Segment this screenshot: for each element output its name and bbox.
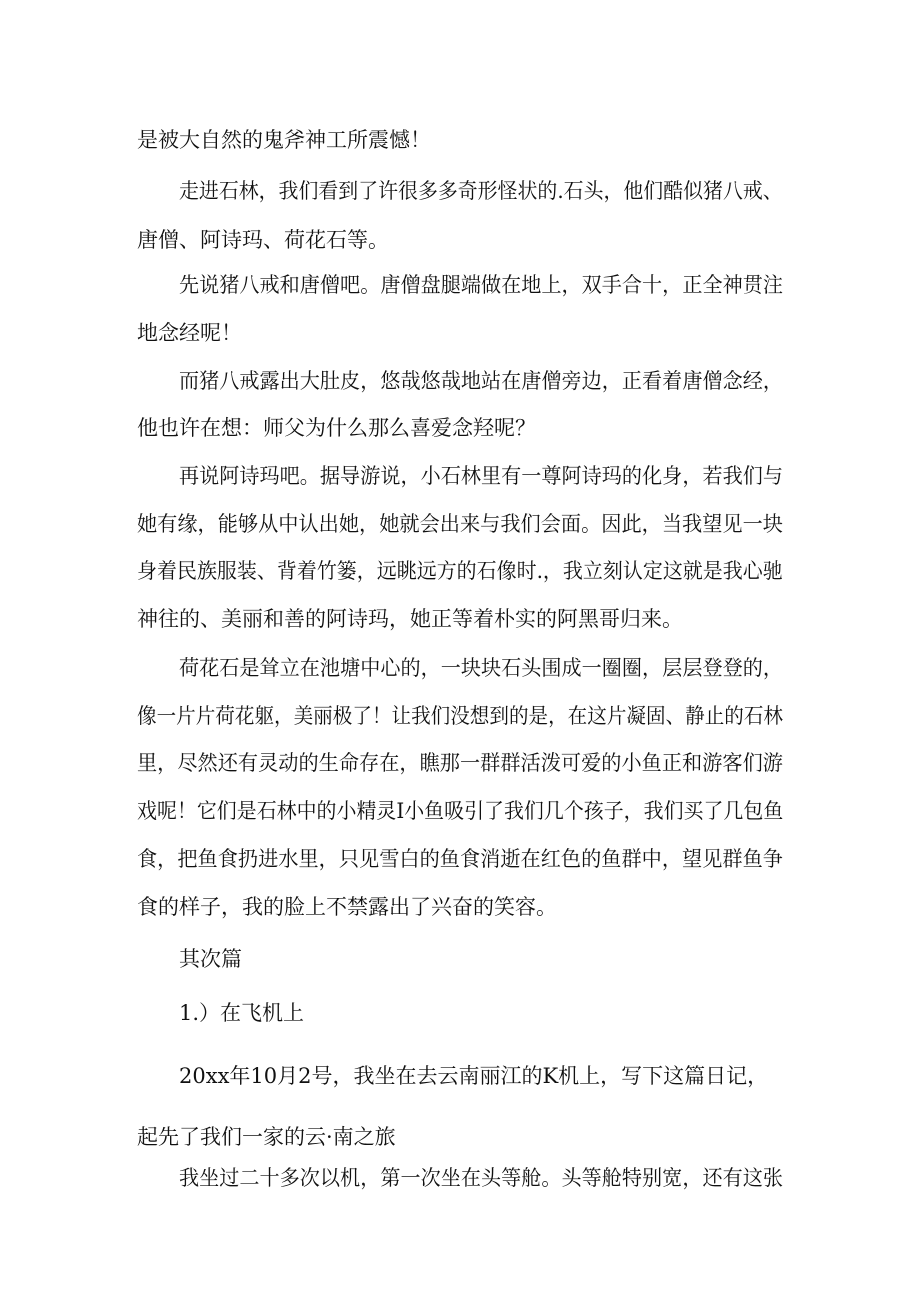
text-line: 身着民族服装、背着竹篓，远眺远方的石像时.，我立刻认定这就是我心驰 [137,559,783,583]
text-line: 再说阿诗玛吧。据导游说，小石林里有一尊阿诗玛的化身，若我们与 [179,464,783,488]
text-line: 起先了我们一家的云·南之旅 [137,1125,396,1149]
text-line: 他也许在想：师父为什么那么喜爱念羟呢？ [137,416,536,440]
text-line: 20xx年10月2号，我坐在去云南丽江的K机上，写下这篇日记， [179,1064,769,1088]
text-line: 里，尽然还有灵动的生命存在，瞧那一群群活泼可爱的小鱼正和游客们游 [137,751,783,775]
sub-heading: 1.）在飞机上 [179,1001,305,1025]
text-line: 而猪八戒露出大肚皮，悠哉悠哉地站在唐僧旁边，正看着唐僧念经， [179,369,783,393]
text-line: 神往的、美丽和善的阿诗玛，她正等着朴实的阿黑哥归来。 [137,607,683,631]
text-line: 她有缘，能够从中认出她，她就会出来与我们会面。因此，当我望见一块 [137,512,783,536]
text-line: 食，把鱼食扔进水里，只见雪白的鱼食消逝在红色的鱼群中，望见群鱼争 [137,847,783,871]
text-line: 先说猪八戒和唐僧吧。唐僧盘腿端做在地上，双手合十，正全神贯注 [179,273,783,297]
text-line: 食的样子，我的脸上不禁露出了兴奋的笑容。 [137,895,557,919]
text-line: 戏呢！它们是石林中的小精灵I小鱼吸引了我们几个孩子，我们买了几包鱼 [137,799,784,823]
text-line: 我坐过二十多次以机，第一次坐在头等舱。头等舱特别宽，还有这张 [179,1166,783,1190]
text-line: 像一片片荷花躯，美丽极了！让我们没想到的是，在这片凝固、静止的石林 [137,704,784,728]
text-line: 地念经呢！ [137,321,242,345]
text-line: 是被大自然的鬼斧神工所震憾！ [137,128,431,152]
text-line: 唐僧、阿诗玛、荷花石等。 [137,228,389,252]
section-heading: 其次篇 [179,947,242,971]
text-line: 走进石林，我们看到了许很多多奇形怪状的.石头，他们酷似猪八戒、 [179,179,783,203]
text-line: 荷花石是耸立在池塘中心的，一块块石头围成一圈圈，层层登登的， [179,656,783,680]
